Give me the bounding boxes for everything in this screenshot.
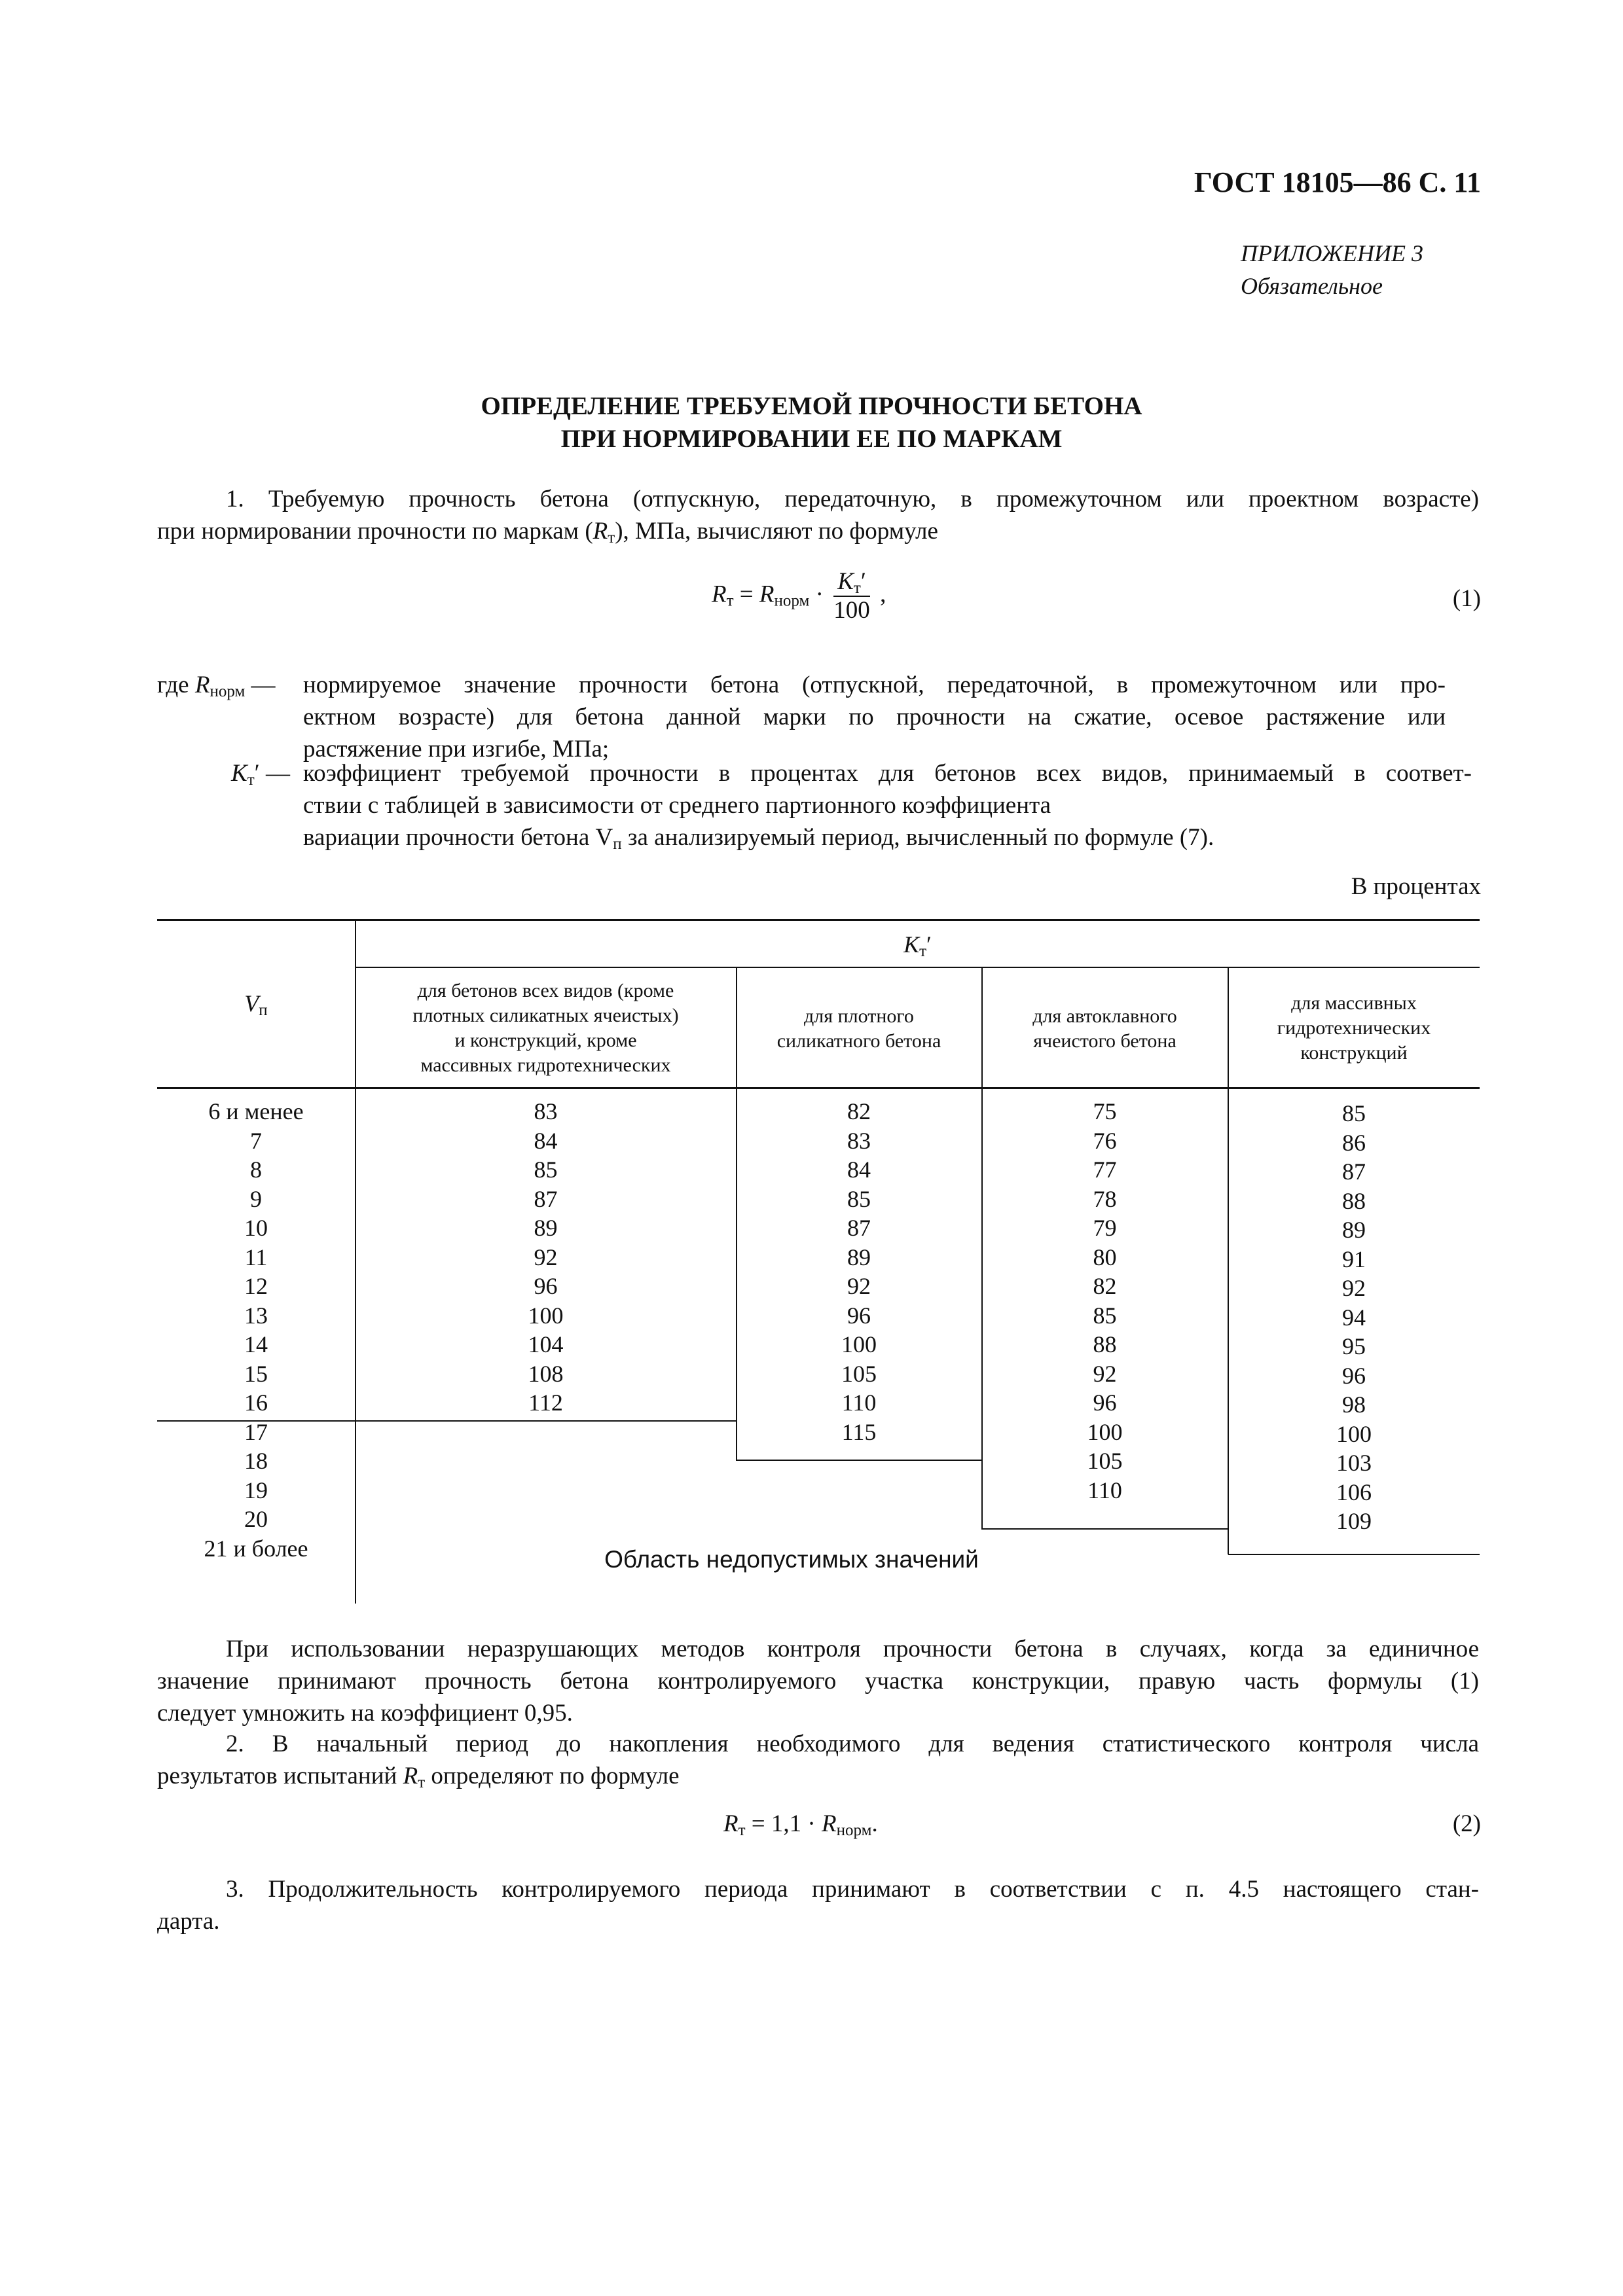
- kt-value-massive: 91: [1342, 1246, 1366, 1272]
- title-line-2: ПРИ НОРМИРОВАНИИ ЕЕ ПО МАРКАМ: [560, 425, 1063, 453]
- vp-value: 21 и более: [204, 1535, 308, 1562]
- kt-value-all: 100: [528, 1302, 564, 1329]
- kt-value-autoclave: 85: [1093, 1302, 1117, 1329]
- kt-value-all: 96: [534, 1273, 558, 1299]
- kt-value-massive: 88: [1342, 1187, 1366, 1214]
- kt-value-all: 84: [534, 1127, 558, 1154]
- appendix-number: ПРИЛОЖЕНИЕ 3: [1241, 240, 1423, 266]
- vp-value: 16: [244, 1390, 268, 1416]
- kt-value-massive: 98: [1342, 1391, 1366, 1418]
- kt-value-all: 87: [534, 1185, 558, 1212]
- p1-line-1: 1. Требуемую прочность бетона (отпускную, передаточную, в промежуточном или проектном возрасте): [226, 486, 1479, 512]
- vp-value: 9: [250, 1185, 262, 1212]
- paragraph-2: 2. В начальный период до накопления необходимого для ведения статистического контроля числа результатов испытаний $R_т$ определяют по формуле: [157, 1731, 1479, 1791]
- table-units: В процентах: [1351, 873, 1481, 900]
- kt-value-silicate: 100: [841, 1331, 877, 1357]
- kt-value-all: 112: [528, 1390, 563, 1416]
- column-massive: [1228, 1099, 1480, 1536]
- kt-value-massive: 109: [1336, 1508, 1372, 1534]
- formula-2-number: (2): [1452, 1810, 1481, 1837]
- kt-value-all: 108: [528, 1360, 564, 1387]
- header-col-silicate: для плотного силикатного бетона: [776, 1005, 941, 1052]
- definition-kt: коэффициент требуемой прочности в процентах для бетонов всех видов, принимаемый в соответ- ствии с таблицей в зависимости от среднего партионного коэффициента вариации прочности бетона $V_п$ за анализируемый период, вычисленный по формуле (7).: [303, 760, 1472, 853]
- invalid-area-label: Область недопустимых значений: [604, 1546, 979, 1573]
- vp-value: 10: [244, 1215, 268, 1241]
- kt-value-autoclave: 77: [1093, 1157, 1117, 1183]
- kt-value-autoclave: 75: [1093, 1098, 1117, 1124]
- kt-value-silicate: 87: [847, 1215, 871, 1241]
- vp-value: 7: [250, 1127, 262, 1154]
- kt-value-massive: 87: [1342, 1158, 1366, 1185]
- kt-value-autoclave: 82: [1093, 1273, 1117, 1299]
- kt-value-all: 83: [534, 1098, 558, 1124]
- formula-1: $R_т = R_{норм}$ · $\frac{K_т'}{100}$ ,: [712, 568, 886, 624]
- vp-value: 11: [244, 1244, 268, 1270]
- kt-value-silicate: 110: [841, 1390, 877, 1416]
- kt-value-all: 89: [534, 1215, 558, 1241]
- header-vp: $V_п$: [244, 990, 268, 1019]
- kt-value-autoclave: 80: [1093, 1244, 1117, 1270]
- kt-value-autoclave: 96: [1093, 1390, 1117, 1416]
- vp-value: 18: [244, 1448, 268, 1474]
- formula-1-fraction: $\frac{K_т'}{100}$: [833, 568, 870, 624]
- appendix-status: Обязательное: [1241, 273, 1383, 299]
- kt-value-silicate: 85: [847, 1185, 871, 1212]
- column-all-concrete: [356, 1097, 736, 1418]
- column-vp: [157, 1097, 355, 1563]
- kt-value-massive: 100: [1336, 1420, 1372, 1447]
- title-line-1: ОПРЕДЕЛЕНИЕ ТРЕБУЕМОЙ ПРОЧНОСТИ БЕТОНА: [481, 392, 1142, 420]
- definition-rnorm: нормируемое значение прочности бетона (отпускной, передаточной, в промежуточном или про- ектном возрасте) для бетона данной марки по прочности на сжатие, осевое растяжение или растяжение при изгибе, МПа;: [303, 672, 1446, 762]
- kt-value-massive: 92: [1342, 1275, 1366, 1301]
- kt-value-silicate: 105: [841, 1360, 877, 1387]
- kt-symbol: $K_т'$ —: [231, 760, 290, 789]
- kt-value-autoclave: 88: [1093, 1331, 1117, 1357]
- kt-value-massive: 106: [1336, 1479, 1372, 1505]
- header-kt: $K_т'$: [903, 931, 932, 960]
- kt-value-autoclave: 100: [1087, 1418, 1123, 1445]
- paragraph-ndt: При использовании неразрушающих методов контроля прочности бетона в случаях, когда за единичное значение принимают прочность бетона контролируемого участка конструкции, правую часть формулы (1) следует умножить на коэффициент 0,95.: [157, 1636, 1479, 1727]
- header-col-massive: для массивных гидротехнических конструкций: [1277, 992, 1431, 1064]
- column-autoclave: [982, 1097, 1228, 1505]
- kt-value-massive: 85: [1342, 1100, 1366, 1126]
- table-col3-end-rule: [981, 1528, 1228, 1530]
- header-col-all: для бетонов всех видов (кроме плотных силикатных ячеистых) и конструкций, кроме массивных гидротехнических: [412, 980, 679, 1076]
- page-header: ГОСТ 18105—86 С. 11: [1194, 166, 1481, 198]
- kt-value-silicate: 92: [847, 1273, 871, 1299]
- kt-value-massive: 103: [1336, 1450, 1372, 1476]
- kt-value-silicate: 82: [847, 1098, 871, 1124]
- kt-value-autoclave: 79: [1093, 1215, 1117, 1241]
- column-silicate: [737, 1097, 981, 1446]
- kt-value-all: 85: [534, 1157, 558, 1183]
- kt-value-massive: 95: [1342, 1333, 1366, 1359]
- vp-value: 17: [244, 1418, 268, 1445]
- formula-2: $R_т = 1,1 \cdot R_{норм}$.: [723, 1810, 878, 1839]
- header-col-autoclave: для автоклавного ячеистого бетона: [1032, 1005, 1177, 1052]
- kt-value-massive: 96: [1342, 1362, 1366, 1389]
- kt-value-silicate: 96: [847, 1302, 871, 1329]
- table-col2-end-rule: [736, 1460, 981, 1461]
- vp-value: 6 и менее: [208, 1098, 304, 1124]
- kt-value-autoclave: 105: [1087, 1448, 1123, 1474]
- kt-value-silicate: 83: [847, 1127, 871, 1154]
- kt-value-all: 92: [534, 1244, 558, 1270]
- kt-value-autoclave: 78: [1093, 1185, 1117, 1212]
- formula-1-number: (1): [1452, 585, 1481, 612]
- paragraph-3: 3. Продолжительность контролируемого периода принимают в соответствии с п. 4.5 настоящего стан- дарта.: [157, 1876, 1479, 1935]
- p1-line-2: при нормировании прочности по маркам $(R_т)$, МПа, вычисляют по формуле: [157, 518, 938, 547]
- table-col4-end-rule: [1228, 1554, 1480, 1555]
- kt-value-silicate: 115: [841, 1418, 877, 1445]
- vp-value: 15: [244, 1360, 268, 1387]
- kt-value-autoclave: 76: [1093, 1127, 1117, 1154]
- kt-value-massive: 94: [1342, 1304, 1366, 1331]
- vp-value: 19: [244, 1477, 268, 1503]
- vp-value: 20: [244, 1506, 268, 1532]
- kt-value-autoclave: 110: [1087, 1477, 1122, 1503]
- vp-value: 14: [244, 1331, 268, 1357]
- kt-value-massive: 86: [1342, 1129, 1366, 1156]
- kt-value-silicate: 84: [847, 1157, 871, 1183]
- kt-value-autoclave: 92: [1093, 1360, 1117, 1387]
- where-label: где $R_{норм}$ —: [157, 672, 276, 700]
- vp-value: 13: [244, 1302, 268, 1329]
- vp-value: 12: [244, 1273, 268, 1299]
- table-kt-rule: [356, 967, 1480, 968]
- kt-value-all: 104: [528, 1331, 564, 1357]
- kt-value-massive: 89: [1342, 1217, 1366, 1243]
- vp-value: 8: [250, 1157, 262, 1183]
- kt-value-silicate: 89: [847, 1244, 871, 1270]
